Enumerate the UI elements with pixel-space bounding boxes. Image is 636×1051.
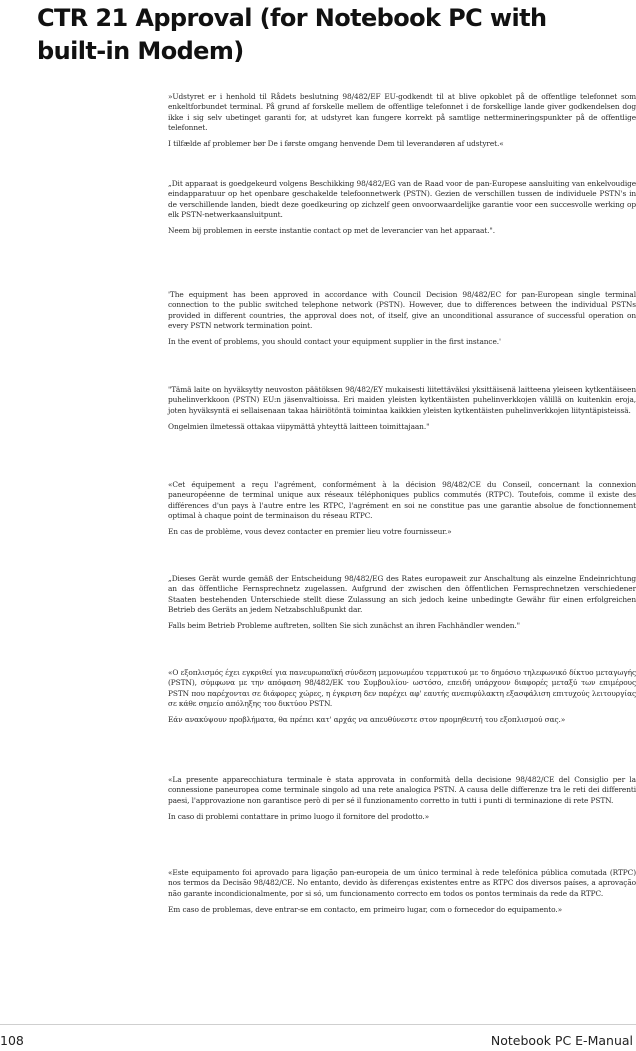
declaration-contact: Neem bij problemen in eerste instantie contact op met de leverancier van het apparaat.". [168, 226, 495, 236]
declaration-body: "Tämä laite on hyväksytty neuvoston päätöksen 98/482/EY mukaisesti liitettäväksi yksittäisenä laitteena yleiseen kytkentäiseen puhelinverkkoon (PSTN) EU:n jäsenvaltioissa. Eri maiden yleisten kytkentäisten puhelinverkkojen välillä on kuitenkin eroja, joten hyväksyntä ei sellaisenaan takaa häiriötöntä toimintaa kaikkien yleisten kytkentäisten puhelinverkkojen liityntäpisteissä. [168, 385, 636, 415]
declaration-german [168, 574, 636, 631]
declaration-contact: En cas de problème, vous devez contacter en premier lieu votre fournisseur.» [168, 527, 452, 537]
declaration-contact: Falls beim Betrieb Probleme auftreten, sollten Sie sich zunächst an ihren Fachhändler wenden." [168, 621, 520, 631]
declaration-french [168, 480, 636, 537]
declaration-greek [168, 668, 636, 725]
manual-name: Notebook PC E-Manual [490, 1033, 633, 1048]
page-number: 108 [0, 1033, 24, 1048]
declarations-scan [168, 92, 636, 972]
declaration-contact: Em caso de problemas, deve entrar-se em contacto, em primeiro lugar, com o fornecedor do equipamento.» [168, 904, 563, 914]
declaration-body: «Cet équipement a reçu l'agrément, conformément à la décision 98/482/CE du Conseil, concernant la connexion paneuropéenne de terminal unique aux réseaux téléphoniques publics commutés (RTPC). Toutefois, comme il existe des différences d'un pays à l'autre entre les RTPC, l'agrément en soi ne constitue pas une garantie absolue de fonctionnement optimal à chaque point de terminaison du réseau RTPC. [168, 480, 636, 520]
declaration-english [168, 290, 636, 347]
declaration-body: 'The equipment has been approved in accordance with Council Decision 98/482/EC for pan-European single terminal connection to the public switched telephone network (PSTN). However, due to differences between the individual PSTNs provided in different countries, the approval does not, of itself, give an unconditional assurance of successful operation on every PSTN network termination point. [168, 290, 636, 330]
declaration-danish [168, 92, 636, 149]
declaration-italian [168, 775, 636, 822]
declaration-body: „Dieses Gerät wurde gemäß der Entscheidung 98/482/EG des Rates europaweit zur Anschaltung als einzelne Endeinrichtung an das öffentliche Fernsprechnetz zugelassen. Aufgrund der zwischen den öffentlichen Fernsprechnetzen verschiedener Staaten bestehenden Unterschiede stellt diese Zulassung an sich jedoch keine unbedingte Gewähr für einen erfolgreichen Betrieb des Geräts an jedem Netzabschlußpunkt dar. [168, 574, 636, 614]
declaration-finnish [168, 385, 636, 432]
declaration-body: »Udstyret er i henhold til Rådets beslutning 98/482/EF EU-godkendt til at blive opkoblet på de offentlige telefonnet som enkeltforbundet terminal. På grund af forskelle mellem de offentlige telefonnet i de forskellige lande giver godkendelsen dog ikke i sig selv ubetinget garanti for, at udstyret kan fungere korrekt på samtlige nettermineringspunkter på de offentlige telefonnet. [168, 92, 636, 132]
declaration-portuguese [168, 868, 636, 915]
declaration-dutch [168, 179, 636, 236]
declaration-body: «Ο εξοπλισμός έχει εγκριθεί για πανευρωπαϊκή σύνδεση μεμονωμέου τερματικού με το δημόσιο τηλεφωνικό δίκτυο μεταγωγής (PSTN), σύμφωνα με την απόφαση 98/482/ΕΚ του Συμβουλίου· ωστόσο, επειδή υπάρχουν διαφορές μεταξύ των επιμέρους PSTN που παρέχονται σε διάφορες χώρες, η έγκριση δεν παρέχει αφ' εαυτής ανεπιφύλακτη εξασφάλιση επιτυχούς λειτουργίας σε κάθε σημείο απόληξης του δικτύου PSTN. [168, 668, 636, 708]
declaration-contact: In the event of problems, you should contact your equipment supplier in the first instance.' [168, 337, 501, 347]
footer-divider [0, 1024, 636, 1025]
declaration-contact: Ongelmien ilmetessä ottakaa viipymättä yhteyttä laitteen toimittajaan." [168, 421, 430, 431]
declaration-contact: In caso di problemi contattare in primo luogo il fornitore del prodotto.» [168, 811, 429, 821]
declaration-contact: I tilfælde af problemer bør De i første omgang henvende Dem til leverandøren af udstyret.« [168, 139, 504, 149]
page-title: CTR 21 Approval (for Notebook PC with built-in Modem) [37, 4, 547, 65]
declaration-body: «Este equipamento foi aprovado para ligação pan-europeia de um único terminal à rede telefónica pública comutada (RTPC) nos termos da Decisão 98/482/CE. No entanto, devido às diferenças existentes entre as RTPC dos diversos países, a aprovação não garante incondicionalmente, por si só, um funcionamento correcto em todos os pontos terminais da rede da RTPC. [168, 868, 636, 898]
declaration-body: «La presente apparecchiatura terminale è stata approvata in conformità della decisione 98/482/CE del Consiglio per la connessione paneuropea come terminale singolo ad una rete analogica PSTN. A causa delle differenze tra le reti dei differenti paesi, l'approvazione non garantisce però di per sé il funzionamento corretto in tutti i punti di terminazione di rete PSTN. [168, 775, 636, 805]
declaration-body: „Dit apparaat is goedgekeurd volgens Beschikking 98/482/EG van de Raad voor de pan-Europese aansluiting van enkelvoudige eindapparatuur op het openbare geschakelde telefoonnetwerk (PSTN). Gezien de verschillen tussen de individuele PSTN's in de verschillende landen, biedt deze goedkeuring op zichzelf geen onvoorwaardelijke garantie voor een succesvolle werking op elk PSTN-netwerkaansluitpunt. [168, 179, 636, 219]
declaration-contact: Εάν ανακύψουν προβλήματα, θα πρέπει κατ' αρχάς να απευθύνεστε στον προμηθευτή του εξοπλισμού σας.» [168, 715, 566, 725]
